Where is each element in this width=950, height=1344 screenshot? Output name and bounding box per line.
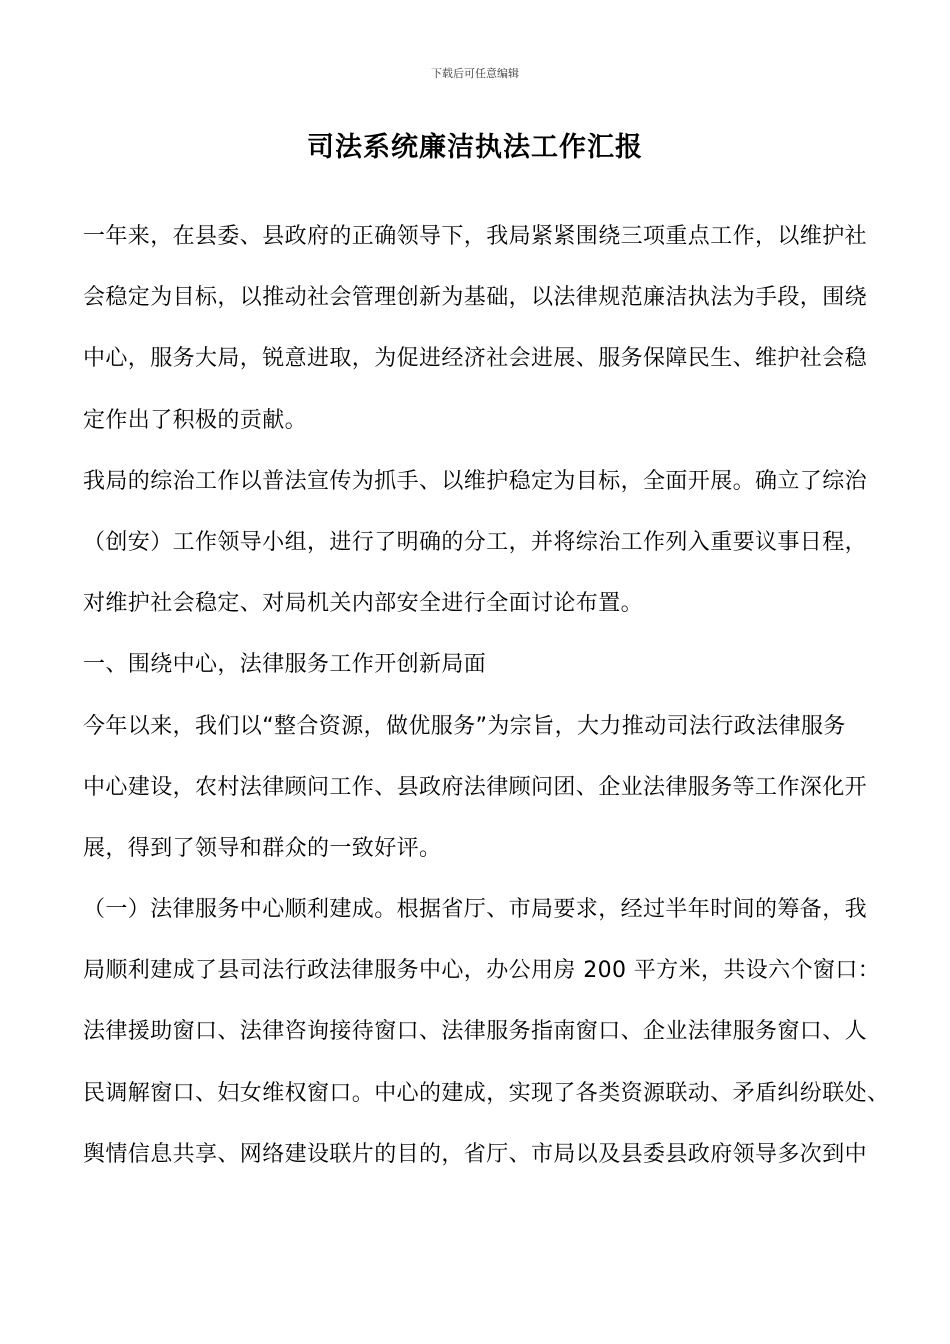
text-line: 民调解窗口、妇女维权窗口。中心的建成，实现了各类资源联动、矛盾纠纷联处、 (83, 1080, 890, 1106)
text-line: 中心，服务大局，锐意进取，为促进经济社会进展、服务保障民生、维护社会稳 (83, 346, 868, 372)
text-line: 一年来，在县委、县政府的正确领导下，我局紧紧围绕三项重点工作，以维护社 (83, 224, 868, 249)
document-body (83, 215, 890, 1194)
section-heading: 一、围绕中心，法律服务工作开创新局面 (83, 652, 487, 678)
text-line: 我局的综治工作以普法宣传为抓手、以维护稳定为目标，全面开展。确立了综治 (83, 468, 868, 494)
text-line: （一）法律服务中心顺利建成。根据省厅、市局要求，经过半年时间的筹备，我 (83, 897, 868, 923)
text-line: 展，得到了领导和群众的一致好评。 (83, 835, 442, 861)
text-line: 局顺利建成了县司法行政法律服务中心，办公用房 200 平方米，共设六个窗口： (83, 958, 881, 984)
text-line: 定作出了积极的贡献。 (83, 407, 308, 433)
text-line: 对维护社会稳定、对局机关内部安全进行全面讨论布置。 (83, 591, 644, 617)
text-line: 今年以来，我们以“整合资源，做优服务”为宗旨，大力推动司法行政法律服务 (83, 713, 846, 739)
text-line: 舆情信息共享、网络建设联片的目的，省厅、市局以及县委县政府领导多次到中 (83, 1141, 868, 1167)
header-note: 下载后可任意编辑 (431, 67, 519, 80)
text-line: 法律援助窗口、法律咨询接待窗口、法律服务指南窗口、企业法律服务窗口、人 (83, 1019, 868, 1045)
document-title: 司法系统廉洁执法工作汇报 (307, 132, 643, 163)
text-line: 会稳定为目标，以推动社会管理创新为基础，以法律规范廉洁执法为手段，围绕 (83, 285, 868, 311)
text-line: （创安）工作领导小组，进行了明确的分工，并将综治工作列入重要议事日程， (83, 529, 868, 555)
text-line: 中心建设，农村法律顾问工作、县政府法律顾问团、企业法律服务等工作深化开 (83, 774, 868, 800)
